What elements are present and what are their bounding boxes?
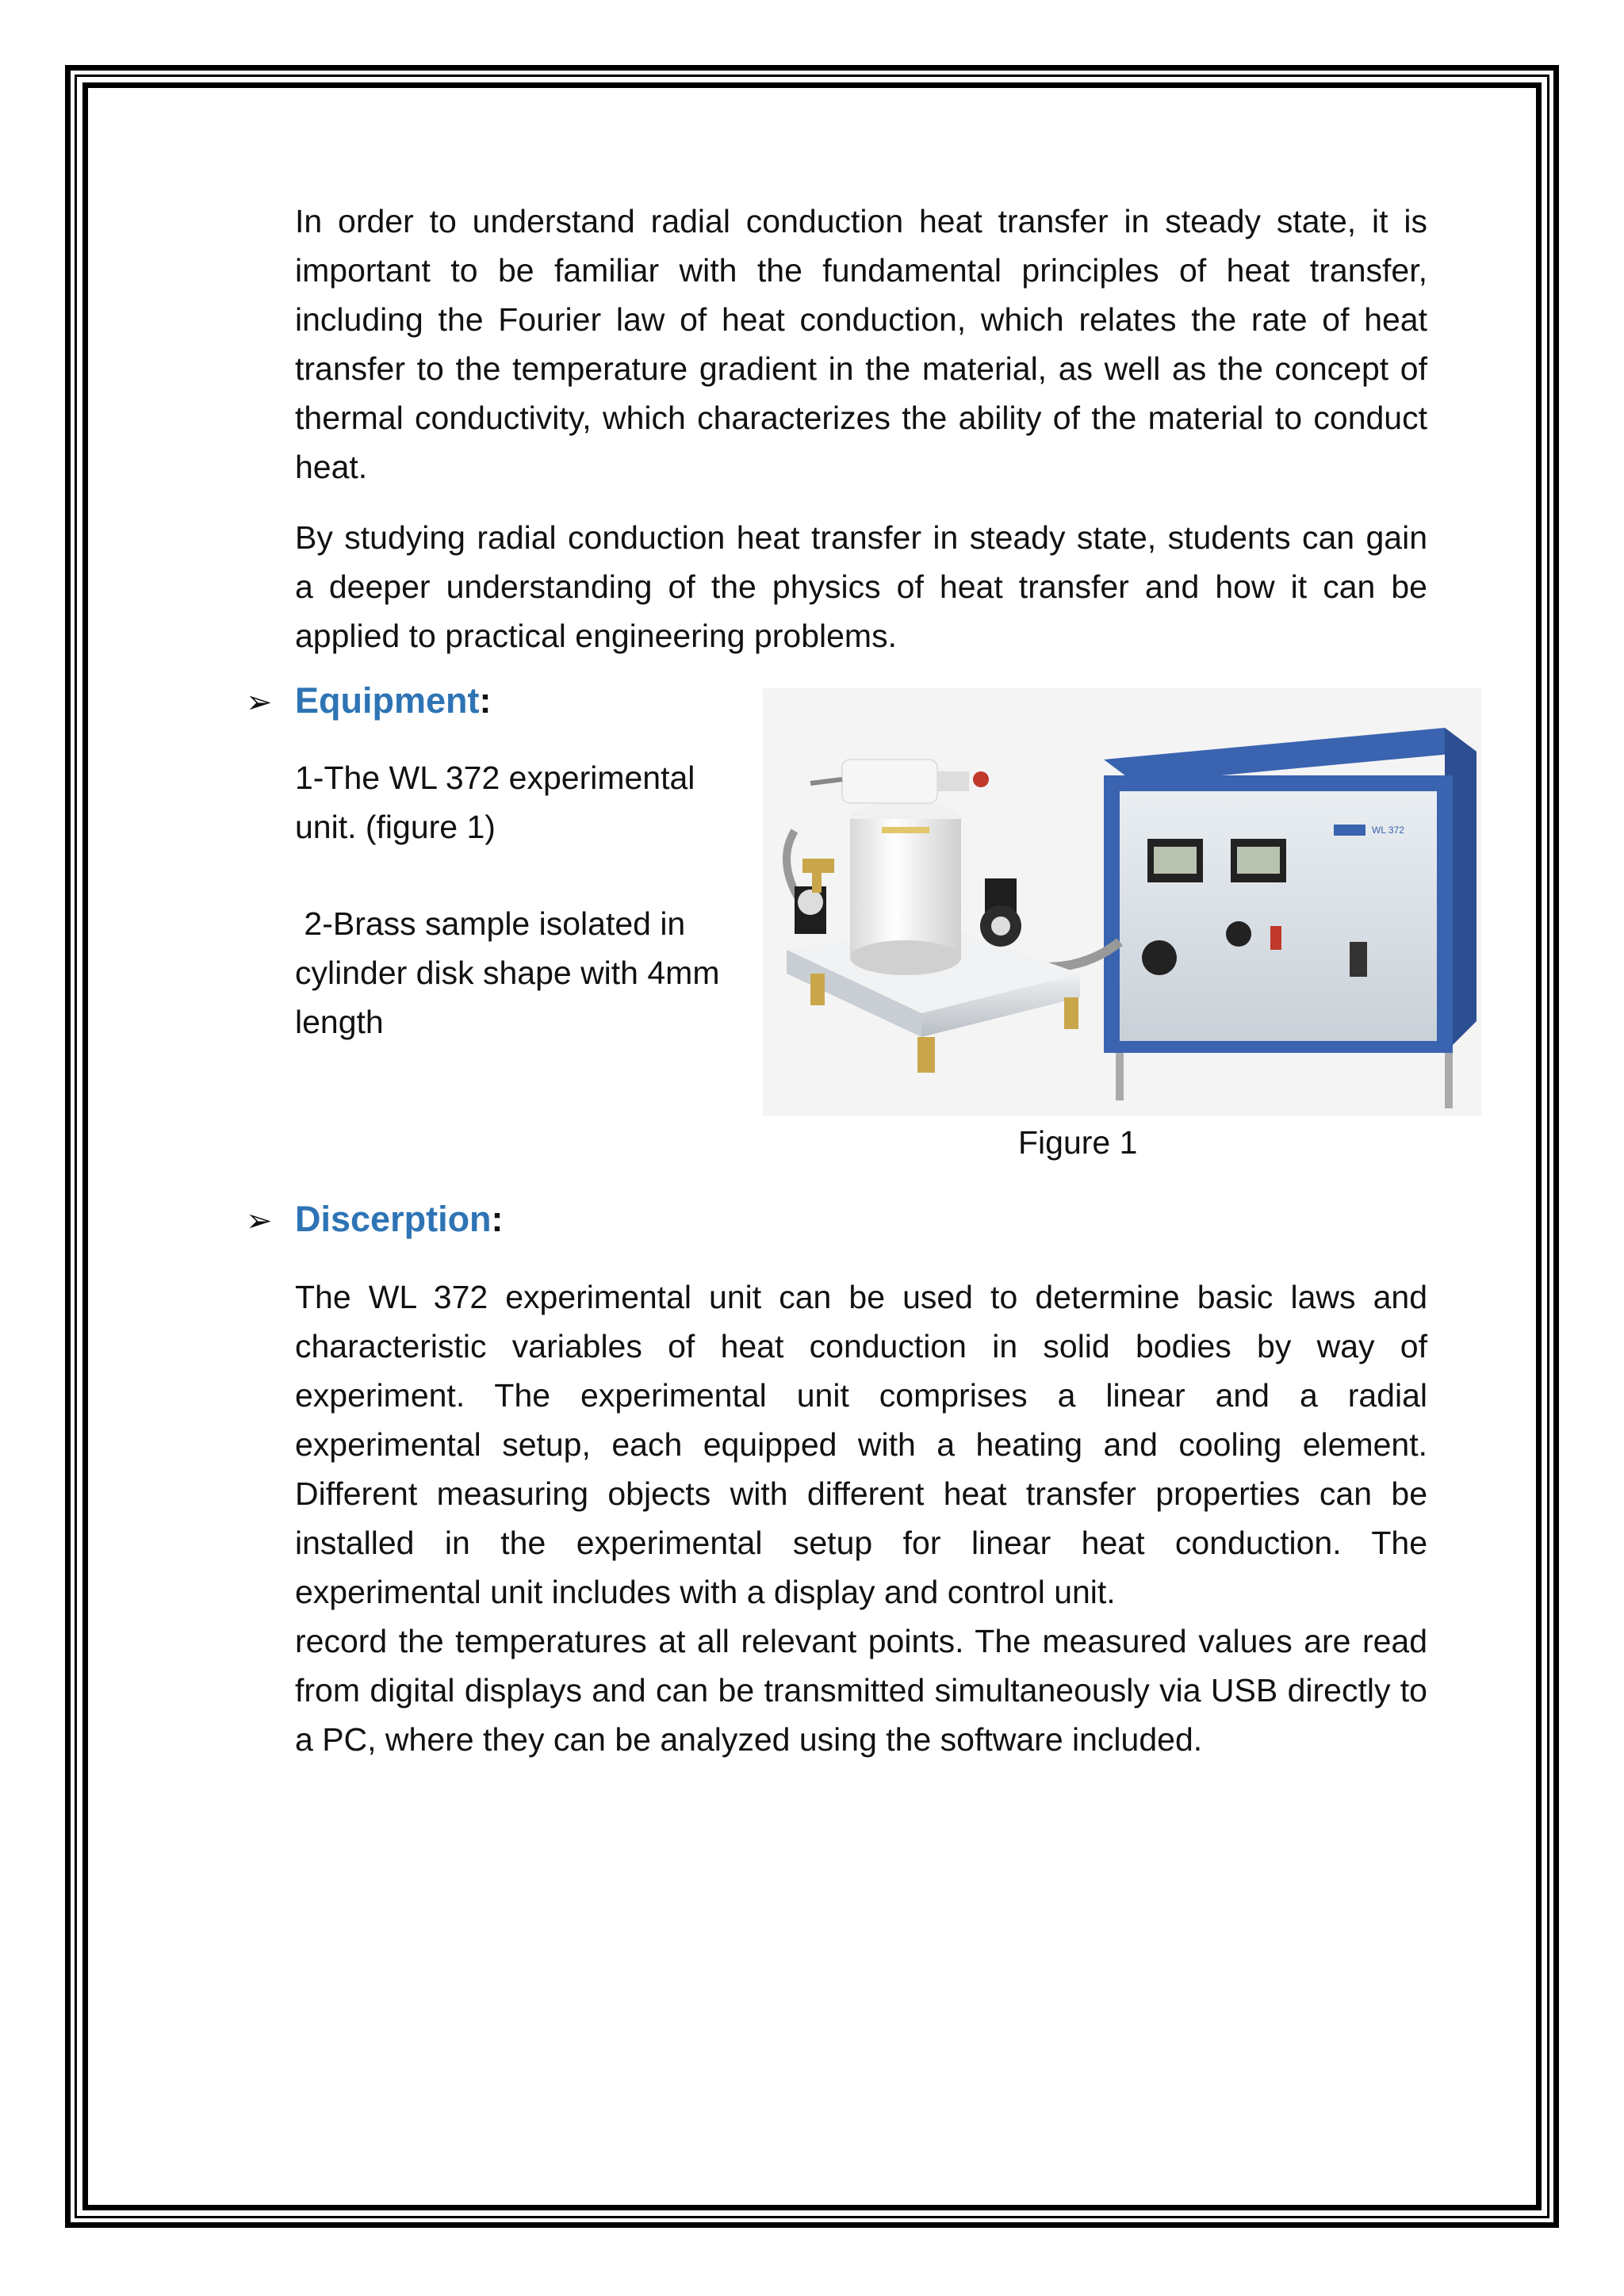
description-paragraph-1: The WL 372 experimental unit can be used to determine basic laws and characteristic variables of heat conduction in solid bodies by way of experiment. The experimental unit comprises a linear and a radial experimental setup, each equipped with a heating and cooling element. Different measuring objects with different heat transfer properties can be installed in the experimental setup for linear heat conduction. The experimental unit includes with a display and control unit. — [295, 1279, 1427, 1610]
wl372-equipment-figure — [763, 688, 1481, 1116]
intro-paragraph-1: In order to understand radial conduction heat transfer in steady state, it is important to be familiar with the fundamental principles of heat transfer, including the Fourier law of heat conduction, which relates the rate of heat transfer to the temperature gradient in the material, as well as the concept of thermal conductivity, which characterizes the ability of the material to conduct heat. — [295, 203, 1427, 485]
equipment-heading-colon: : — [479, 680, 492, 721]
description-heading — [246, 1199, 504, 1240]
figure-1-caption: Figure 1 — [1018, 1124, 1138, 1161]
equipment-heading — [246, 680, 492, 721]
equipment-heading-text: Equipment — [295, 680, 480, 721]
intro-paragraph-2: By studying radial conduction heat transfer in steady state, students can gain a deeper understanding of the physics of heat transfer and how it can be applied to practical engineering problems. — [295, 519, 1427, 654]
description-heading-colon: : — [491, 1199, 504, 1239]
device-label: WL 372 — [1372, 825, 1404, 836]
arrow-bullet-icon: ➢ — [246, 685, 273, 720]
equipment-item-1: 1-The WL 372 experimental unit. (figure 1) — [295, 760, 695, 845]
equipment-item-2: 2-Brass sample isolated in cylinder disk shape with 4mm length — [295, 905, 729, 1040]
description-paragraph-2: record the temperatures at all relevant points. The measured values are read from digital displays and can be transmitted simultaneously via USB directly to a PC, where they can be analyzed using the software included. — [295, 1623, 1427, 1758]
description-heading-text: Discerption — [295, 1199, 492, 1239]
arrow-bullet-icon: ➢ — [246, 1203, 273, 1238]
